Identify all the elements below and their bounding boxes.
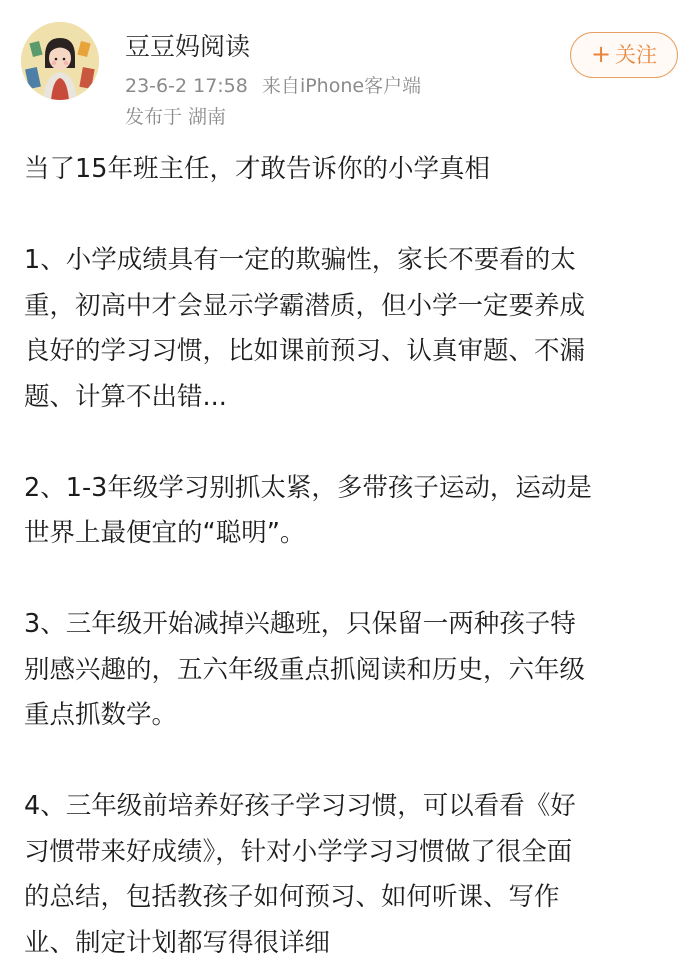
post-header — [0, 0, 690, 140]
post-meta — [125, 73, 421, 99]
post-location: 发布于 湖南 — [125, 106, 227, 128]
username[interactable]: 豆豆妈阅读 — [125, 32, 251, 61]
user-avatar[interactable] — [21, 22, 99, 100]
avatar-illustration-icon — [21, 22, 99, 100]
post-timestamp: 23-6-2 17:58 — [125, 75, 248, 97]
post-title: 当了15年班主任，才敢告诉你的小学真相 — [24, 154, 490, 184]
plus-icon: + — [590, 40, 612, 68]
post-paragraph-3: 3、三年级开始减掉兴趣班，只保留一两种孩子特 别感兴趣的，五六年级重点抓阅读和历史，六年级 重点抓数学。 — [24, 609, 586, 730]
post-paragraph-4: 4、三年级前培养好孩子学习习惯，可以看看《好 习惯带来好成绩》，针对小学学习习惯做了很全面 的总结，包括教孩子如何预习、如何听课、写作 业、制定计划都写得很详细 — [24, 791, 576, 958]
post-paragraph-2: 2、1-3年级学习别抓太紧，多带孩子运动，运动是 世界上最便宜的“聪明”。 — [24, 472, 592, 548]
follow-label: 关注 — [615, 43, 658, 67]
follow-button[interactable] — [570, 32, 678, 78]
source-prefix: 来自 — [261, 75, 300, 97]
post-source[interactable]: iPhone客户端 — [299, 75, 422, 97]
post-paragraph-1: 1、小学成绩具有一定的欺骗性，家长不要看的太 重，初高中才会显示学霸潜质，但小学一定要养成 良好的学习习惯，比如课前预习、认真审题、不漏 题、计算不出错... — [24, 245, 586, 412]
post-body — [24, 147, 664, 966]
